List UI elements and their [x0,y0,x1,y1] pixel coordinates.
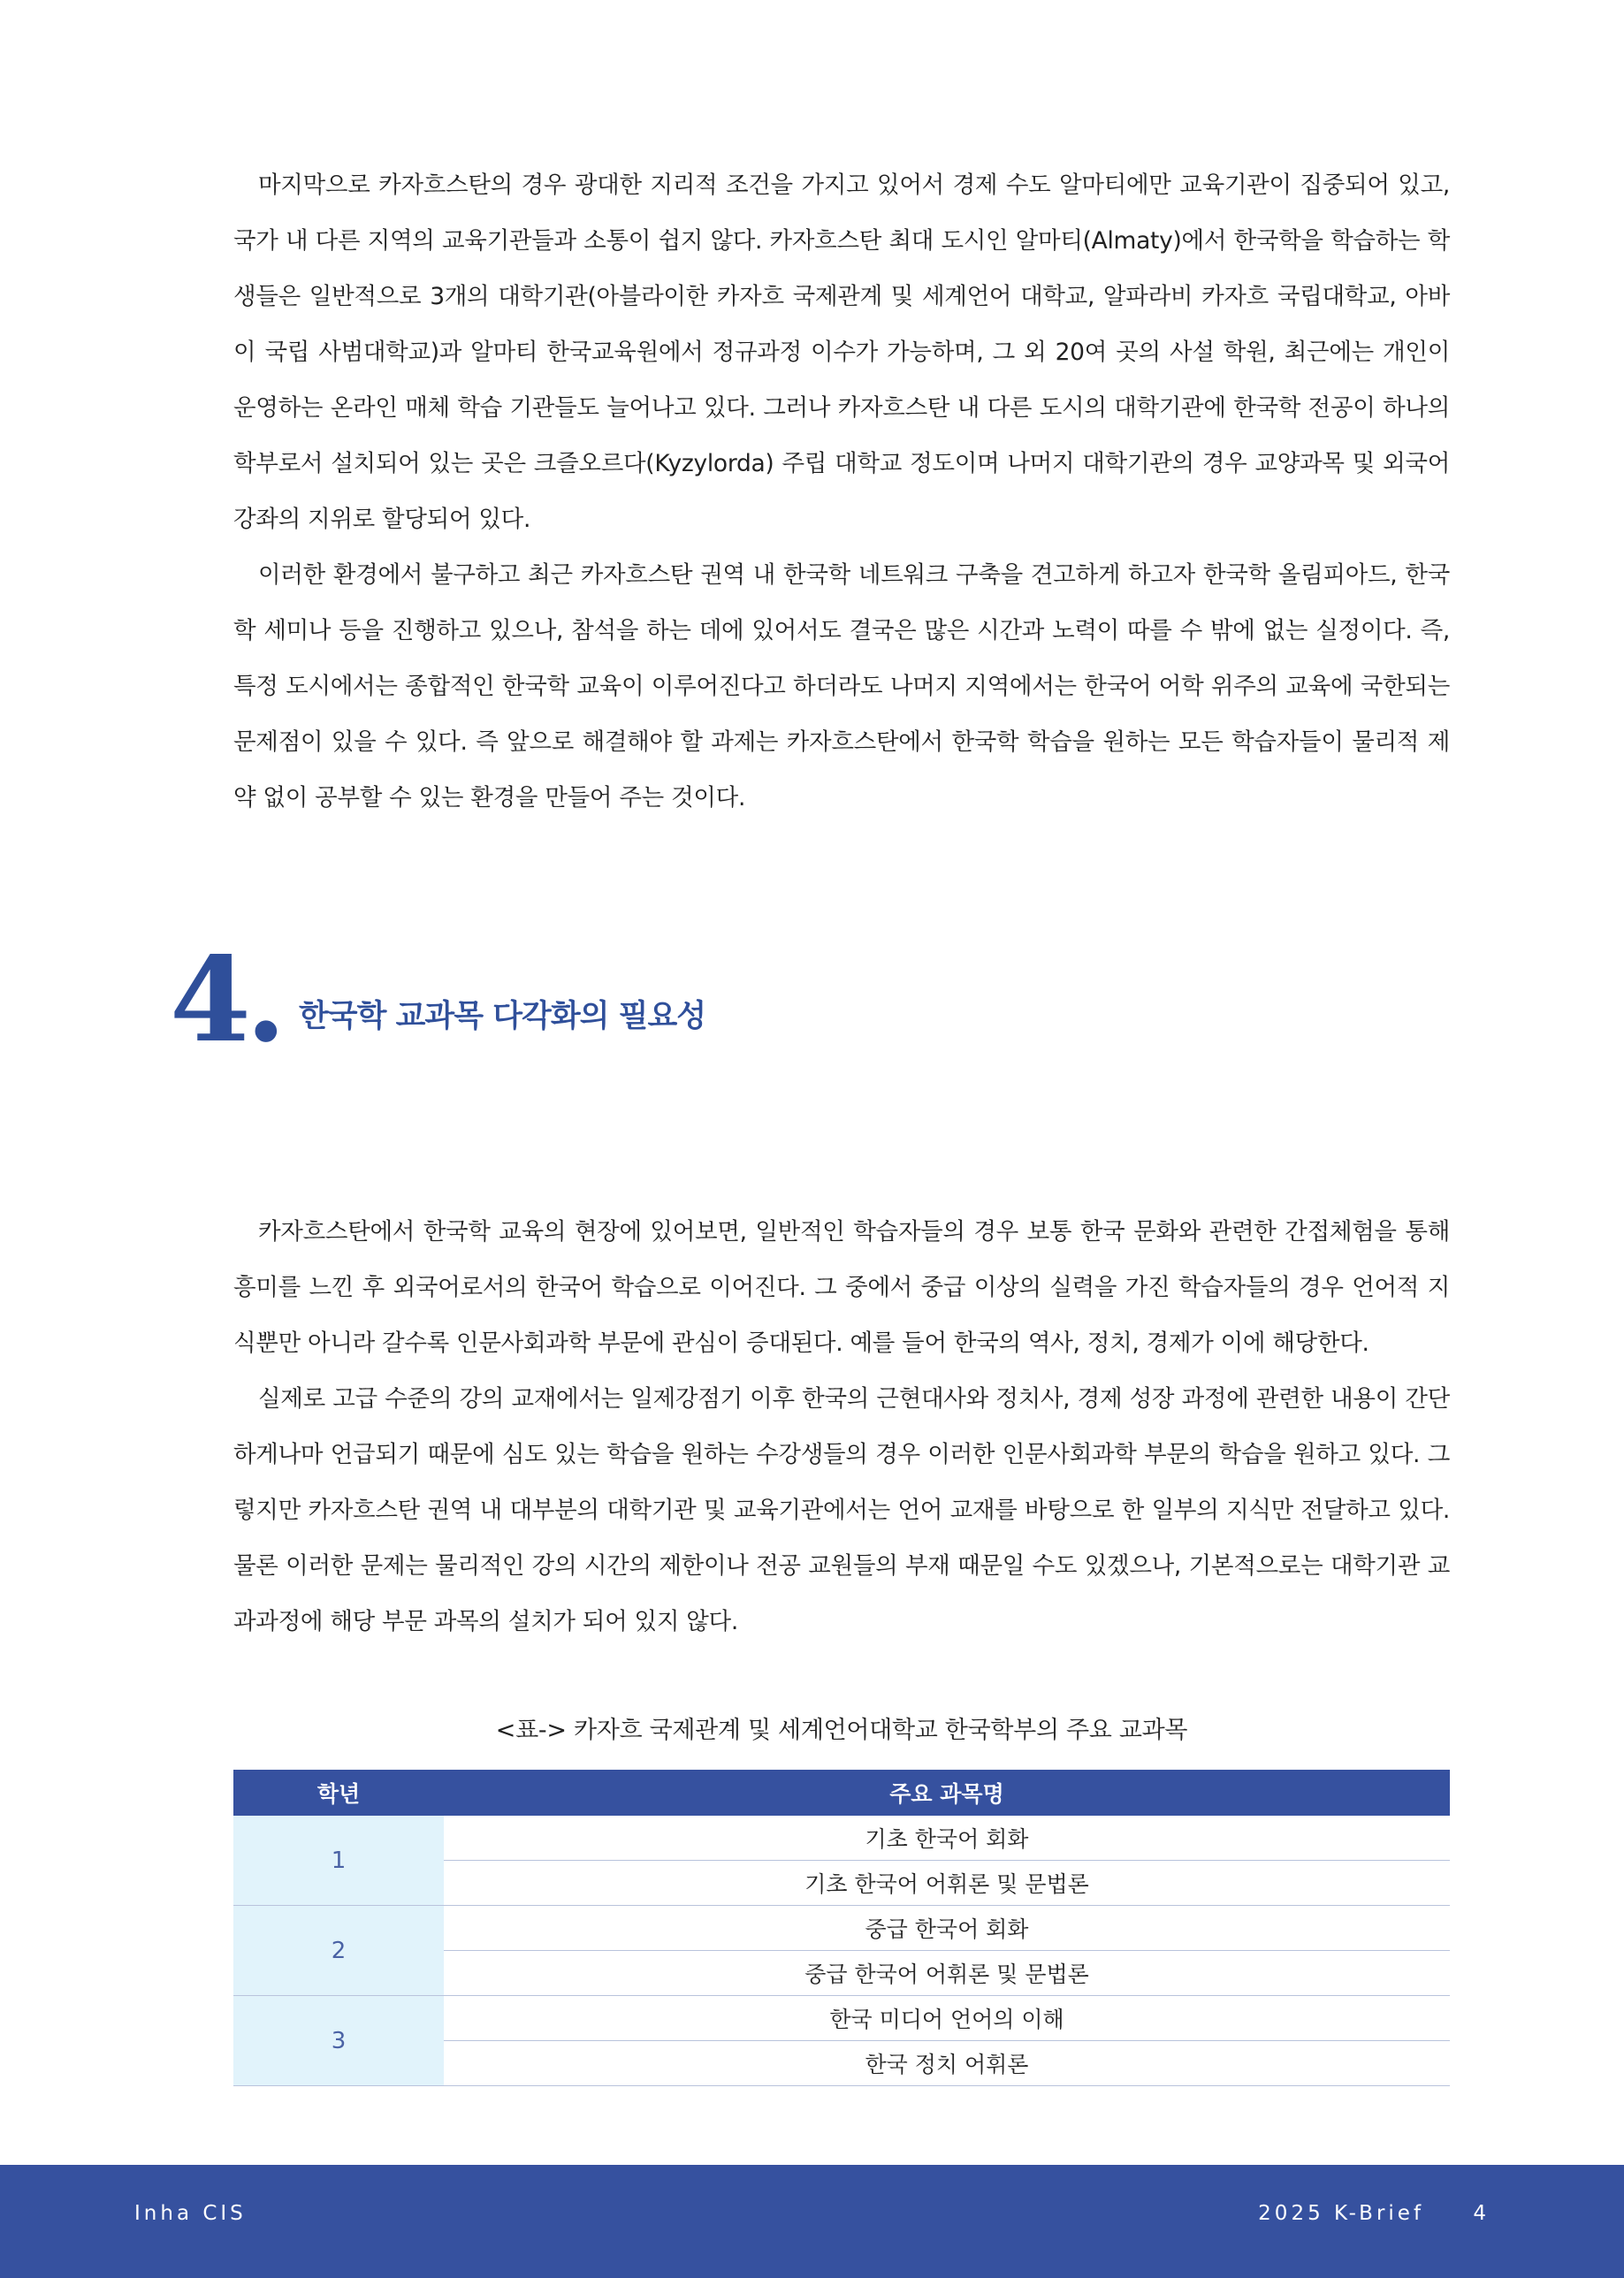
paragraph: 카자흐스탄에서 한국학 교육의 현장에 있어보면, 일반적인 학습자들의 경우 보통 한국 문화와 관련한 간접체험을 통해 흥미를 느낀 후 외국어로서의 한국어 학습으로 이어진다. 그 중에서 중급 이상의 실력을 가진 학습자들의 경우 언어적 지식뿐만 아니라 갈수록 인문사회과학 부문에 관심이 증대된다. 예를 들어 한국의 역사, 정치, 경제가 이에 해당한다. [233,1218,1450,1357]
section-title: 한국학 교과목 다각화의 필요성 [299,999,706,1034]
footer-publisher: Inha CIS [134,2202,247,2225]
year-cell: 3 [233,1996,444,2086]
paragraph: 실제로 고급 수준의 강의 교재에서는 일제강점기 이후 한국의 근현대사와 정치사, 경제 성장 과정에 관련한 내용이 간단하게나마 언급되기 때문에 심도 있는 학습을 원하는 수강생들의 경우 이러한 인문사회과학 부문의 학습을 원하고 있다. 그렇지만 카자흐스탄 권역 내 대부분의 대학기관 및 교육기관에서는 언어 교재를 바탕으로 한 일부의 지식만 전달하고 있다. 물론 이러한 문제는 물리적인 강의 시간의 제한이나 전공 교원들의 부재 때문일 수도 있겠으나, 기본적으로는 대학기관 교과과정에 해당 부문 과목의 설치가 되어 있지 않다. [233,1385,1450,1635]
year-cell: 2 [233,1906,444,1996]
paragraph: 마지막으로 카자흐스탄의 경우 광대한 지리적 조건을 가지고 있어서 경제 수도 알마티에만 교육기관이 집중되어 있고, 국가 내 다른 지역의 교육기관들과 소통이 쉽지 않다. 카자흐스탄 최대 도시인 알마티(Almaty)에서 한국학을 학습하는 학생들은 일반적으로 3개의 대학기관(아블라이한 카자흐 국제관계 및 세계언어 대학교, 알파라비 카자흐 국립대학교, 아바이 국립 사범대학교)과 알마티 한국교육원에서 정규과정 이수가 가능하며, 그 외 20여 곳의 사설 학원, 최근에는 개인이 운영하는 온라인 매체 학습 기관들도 늘어나고 있다. 그러나 카자흐스탄 내 다른 도시의 대학기관에 한국학 전공이 하나의 학부로서 설치되어 있는 곳은 크즐오르다(Kyzylorda) 주립 대학교 정도이며 나머지 대학기관의 경우 교양과목 및 외국어 강좌의 지위로 할당되어 있다. [233,171,1450,533]
subject-cell: 한국 미디어 언어의 이해 [444,1996,1450,2041]
footer [0,2165,1624,2278]
subject-cell: 한국 정치 어휘론 [444,2041,1450,2086]
subject-cell: 기초 한국어 회화 [444,1816,1450,1861]
footer-right [1258,2202,1490,2225]
section-number: 4. [170,932,281,1069]
page-number: 4 [1473,2202,1490,2225]
table-row [233,1906,1450,1951]
table-caption: <표-> 카자흐 국제관계 및 세계언어대학교 한국학부의 주요 교과목 [495,1717,1188,1744]
table-header-row [233,1770,1450,1816]
intro-text-block [233,157,1450,826]
curriculum-table [233,1770,1450,2086]
table-row [233,1996,1450,2041]
column-header-subject: 주요 과목명 [444,1770,1450,1816]
subject-cell: 기초 한국어 어휘론 및 문법론 [444,1861,1450,1906]
table-row [233,1816,1450,1861]
footer-brief-title: 2025 K-Brief [1258,2202,1425,2225]
year-cell: 1 [233,1816,444,1906]
section-text-block [233,1204,1450,1649]
column-header-year: 학년 [233,1770,444,1816]
subject-cell: 중급 한국어 회화 [444,1906,1450,1951]
paragraph: 이러한 환경에서 불구하고 최근 카자흐스탄 권역 내 한국학 네트워크 구축을 견고하게 하고자 한국학 올림피아드, 한국학 세미나 등을 진행하고 있으나, 참석을 하는 데에 있어서도 결국은 많은 시간과 노력이 따를 수 밖에 없는 실정이다. 즉, 특정 도시에서는 종합적인 한국학 교육이 이루어진다고 하더라도 나머지 지역에서는 한국어 어학 위주의 교육에 국한되는 문제점이 있을 수 있다. 즉 앞으로 해결해야 할 과제는 카자흐스탄에서 한국학 학습을 원하는 모든 학습자들이 물리적 제약 없이 공부할 수 있는 환경을 만들어 주는 것이다. [233,561,1450,811]
subject-cell: 중급 한국어 어휘론 및 문법론 [444,1951,1450,1996]
